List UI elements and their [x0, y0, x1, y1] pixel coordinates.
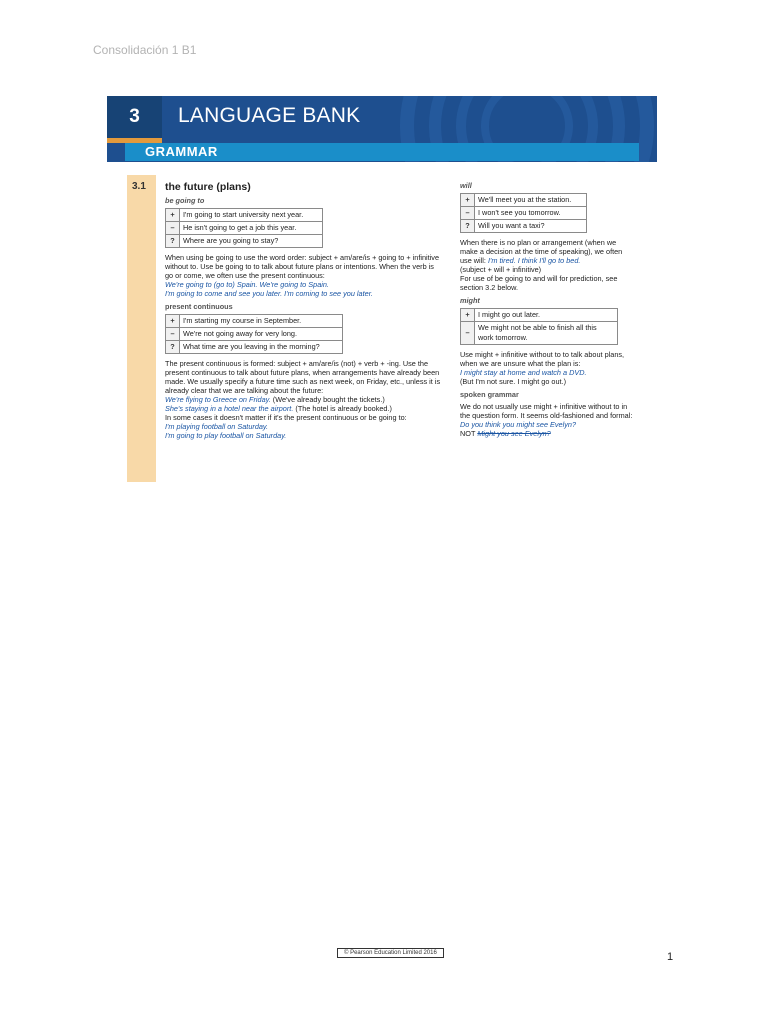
table-row: ? Where are you going to stay? — [166, 235, 323, 248]
paragraph: For use of be going to and will for prediction, see section 3.2 below. — [460, 274, 618, 292]
might-heading: might — [460, 296, 480, 305]
example: I'm playing football on Saturday. — [165, 422, 269, 431]
table-row: + I'm going to start university next year. — [166, 209, 323, 222]
paragraph: When using be going to use the word order: subject + am/are/is + going to + infinitive without to. Use be going to to talk about future plans or intentions. When the verb is go or come, we often use the present continuous: — [165, 253, 439, 280]
table-row: + I might go out later. — [461, 309, 618, 322]
copyright-footer: © Pearson Education Limited 2016 — [337, 948, 444, 958]
spoken-grammar-heading: spoken grammar — [460, 390, 519, 399]
be-going-to-table — [165, 208, 323, 248]
table-row: – We might not be able to finish all this work tomorrow. — [461, 322, 618, 345]
will-heading: will — [460, 181, 472, 190]
paragraph: The present continuous is formed: subject + am/are/is (not) + verb + -ing. Use the present continuous to talk about future plans, when arrangements have already been made. We usually specify a future time such as next week, on Friday, etc., unless it is already clear that we are talking about the future: — [165, 359, 441, 395]
paragraph: (subject + will + infinitive) — [460, 265, 542, 274]
example-note: (We've already bought the tickets.) — [270, 395, 385, 404]
table-row: – I won't see you tomorrow. — [461, 207, 587, 220]
paragraph-text: When there is no plan or arrangement (when we make a decision at the time of speaking), we often use will: — [460, 238, 623, 265]
example: I might stay at home and watch a DVD. — [460, 368, 587, 377]
table-row: ? What time are you leaving in the morning? — [166, 341, 343, 354]
page-number: 1 — [667, 951, 674, 963]
section-title: the future (plans) — [165, 181, 251, 193]
left-column — [165, 181, 443, 440]
example: She's staying in a hotel near the airport. — [165, 404, 294, 413]
section-stripe — [127, 175, 156, 482]
example: I'm going to come and see you later. I'm coming to see you later. — [165, 289, 373, 298]
example-line — [165, 395, 443, 404]
example-line — [460, 429, 636, 438]
paragraph: Use might + infinitive without to to talk about plans, when we are unsure what the plan is: — [460, 350, 625, 368]
grammar-bar — [125, 143, 639, 161]
paragraph: (But I'm not sure. I might go out.) — [460, 377, 567, 386]
be-going-to-heading: be going to — [165, 196, 205, 205]
example: I'm going to play football on Saturday. — [165, 431, 287, 440]
right-column — [460, 181, 636, 438]
example: Do you think you might see Evelyn? — [460, 420, 577, 429]
might-table — [460, 308, 618, 345]
document-header-note: Consolidación 1 B1 — [93, 43, 197, 57]
banner-title: LANGUAGE BANK — [178, 104, 361, 127]
incorrect-example: Might you see Evelyn? — [477, 429, 551, 438]
example-note: (The hotel is already booked.) — [293, 404, 392, 413]
example: I'm tired. I think I'll go to bed. — [485, 256, 581, 265]
paragraph — [460, 238, 636, 265]
table-row: ? Will you want a taxi? — [461, 220, 587, 233]
grammar-label: GRAMMAR — [145, 144, 218, 159]
table-row: + I'm starting my course in September. — [166, 315, 343, 328]
language-bank-banner — [107, 96, 657, 162]
example: We're flying to Greece on Friday. — [165, 395, 271, 404]
table-row: – He isn't going to get a job this year. — [166, 222, 323, 235]
table-row: + We'll meet you at the station. — [461, 194, 587, 207]
paragraph: In some cases it doesn't matter if it's the present continuous or be going to: — [165, 413, 407, 422]
not-label: NOT — [460, 429, 478, 438]
present-continuous-heading: present continuous — [165, 302, 233, 311]
unit-number: 3 — [107, 96, 162, 138]
table-row: – We're not going away for very long. — [166, 328, 343, 341]
paragraph: We do not usually use might + infinitive without to in the question form. It seems old-fashioned and formal: — [460, 402, 633, 420]
present-continuous-table — [165, 314, 343, 354]
example: We're going to (go to) Spain. We're going to Spain. — [165, 280, 329, 289]
section-number: 3.1 — [132, 181, 146, 192]
will-table — [460, 193, 587, 233]
example-line — [165, 404, 443, 413]
